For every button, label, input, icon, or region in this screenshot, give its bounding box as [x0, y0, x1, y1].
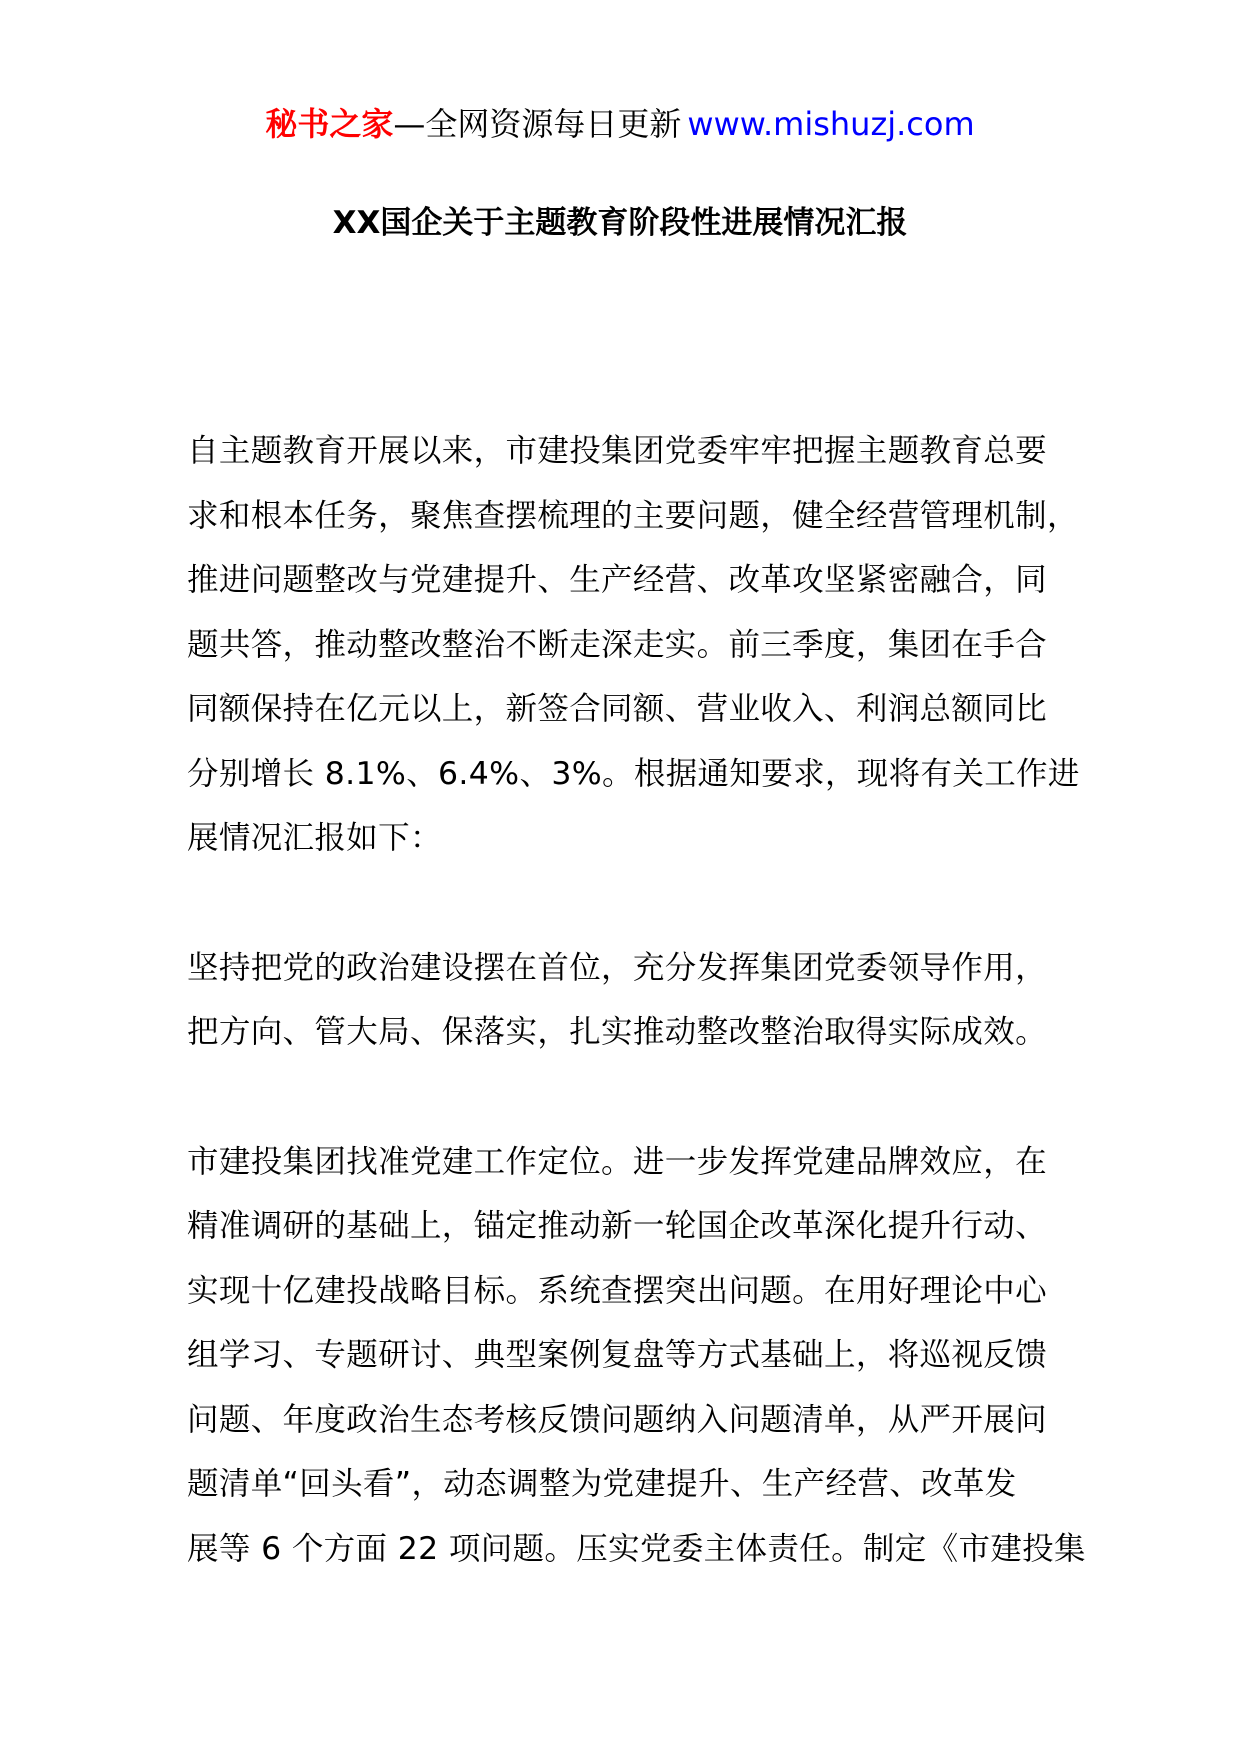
- paragraph-party-building: [187, 1130, 1086, 1582]
- text-line: 分别增长 8.1%、6.4%、3%。根据通知要求，现将有关工作进: [187, 755, 1080, 792]
- site-url-link[interactable]: www.mishuzj.com: [687, 105, 975, 143]
- paragraph-political-building: [187, 936, 1067, 1065]
- text-line: 实现十亿建投战略目标。系统查摆突出问题。在用好理论中心: [187, 1272, 1047, 1309]
- text-line: 自主题教育开展以来，市建投集团党委牢牢把握主题教育总要: [187, 433, 1047, 469]
- site-header: [0, 100, 1240, 148]
- document-title: XX国企关于主题教育阶段性进展情况汇报: [332, 205, 908, 241]
- document-body: [187, 419, 1086, 1581]
- text-line: 市建投集团找准党建工作定位。进一步发挥党建品牌效应，在: [187, 1143, 1047, 1180]
- text-line: 精准调研的基础上，锚定推动新一轮国企改革深化提升行动、: [187, 1208, 1047, 1244]
- text-line: 问题、年度政治生态考核反馈问题纳入问题清单，从严开展问: [187, 1401, 1047, 1438]
- text-line: 展情况汇报如下：: [187, 820, 442, 856]
- paragraph-intro: [187, 419, 1080, 871]
- text-line: 展等 6 个方面 22 项问题。压实党委主体责任。制定《市建投集: [187, 1530, 1086, 1567]
- site-tagline: —全网资源每日更新: [393, 105, 682, 143]
- text-line: 求和根本任务，聚焦查摆梳理的主要问题，健全经营管理机制，: [187, 497, 1079, 534]
- text-line: 题清单“回头看”，动态调整为党建提升、生产经营、改革发: [187, 1466, 1017, 1502]
- text-line: 把方向、管大局、保落实，扎实推动整改整治取得实际成效。: [187, 1014, 1047, 1050]
- text-line: 同额保持在亿元以上，新签合同额、营业收入、利润总额同比: [187, 691, 1047, 727]
- text-line: 题共答，推动整改整治不断走深走实。前三季度，集团在手合: [187, 626, 1047, 663]
- site-name: 秘书之家: [265, 105, 394, 143]
- text-line: 坚持把党的政治建设摆在首位，充分发挥集团党委领导作用，: [187, 949, 1047, 986]
- text-line: 推进问题整改与党建提升、生产经营、改革攻坚紧密融合，同: [187, 562, 1047, 598]
- text-line: 组学习、专题研讨、典型案例复盘等方式基础上，将巡视反馈: [187, 1337, 1047, 1373]
